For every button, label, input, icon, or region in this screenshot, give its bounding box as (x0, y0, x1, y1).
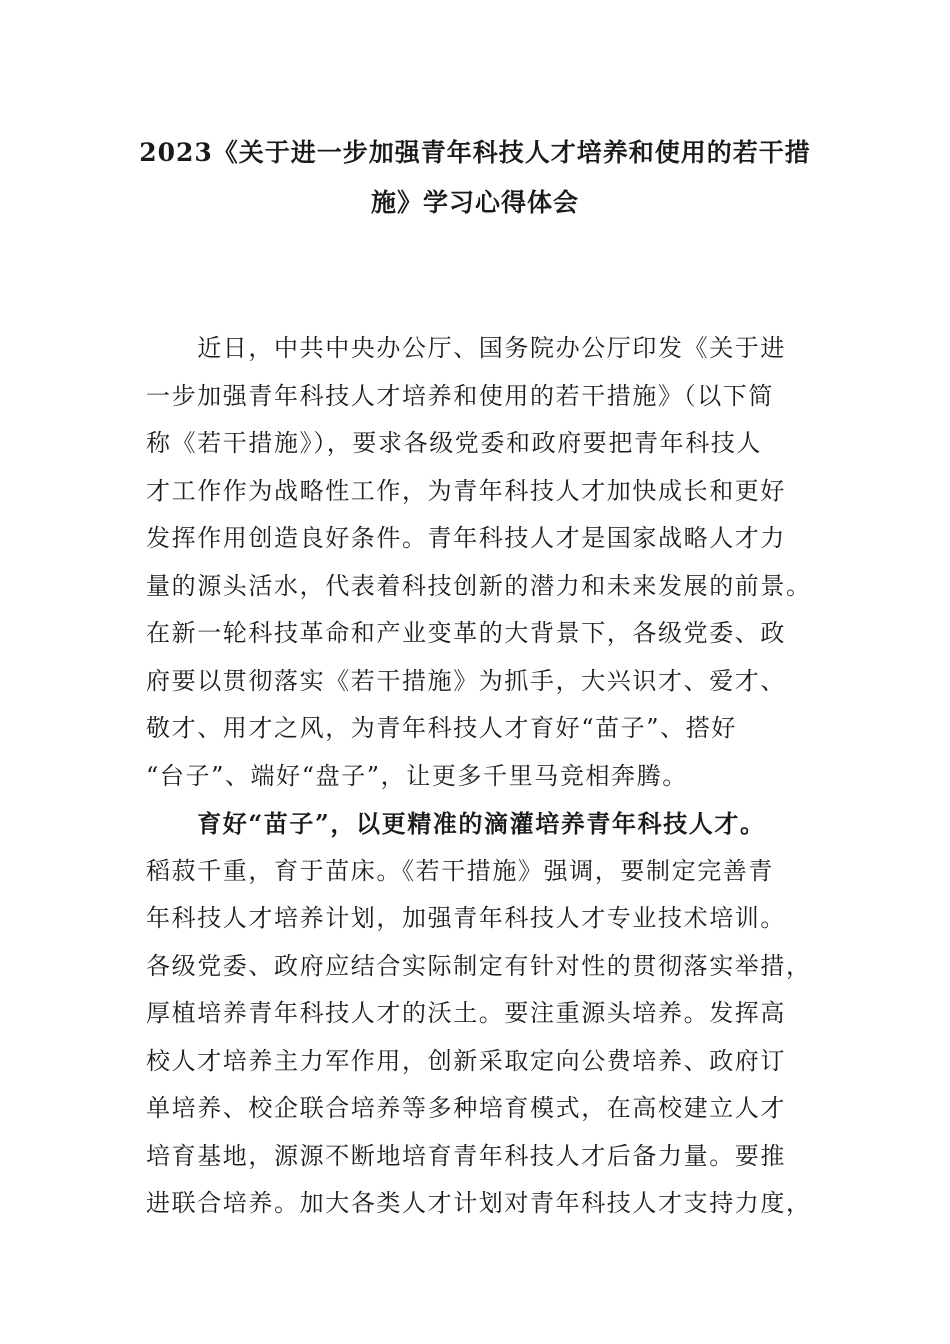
title-line: 2023《关于进一步加强青年科技人才培养和使用的若干措 (139, 138, 811, 167)
paragraph-line: 稻菽千重，育于苗床。《若干措施》强调，要制定完善青 (146, 856, 774, 885)
paragraph-line: 单培养、校企联合培养等多种培育模式，在高校建立人才 (146, 1094, 786, 1122)
paragraph-line: 培育基地，源源不断地培育青年科技人才后备力量。要推 (146, 1141, 786, 1170)
paragraph-line: 称《若干措施》），要求各级党委和政府要把青年科技人 (146, 429, 762, 457)
paragraph-line: 近日，中共中央办公厅、国务院办公厅印发《关于进 (146, 334, 786, 362)
paragraph-line: 厚植培养青年科技人才的沃土。要注重源头培养。发挥高 (146, 999, 786, 1027)
paragraph-line: 进联合培养。加大各类人才计划对青年科技人才支持力度， (146, 1189, 812, 1217)
paragraph-line: 校人才培养主力军作用，创新采取定向公费培养、政府订 (146, 1046, 786, 1075)
paragraph-line: 发挥作用创造良好条件。青年科技人才是国家战略人才力 (146, 524, 786, 552)
paragraph-line: 年科技人才培养计划，加强青年科技人才专业技术培训。 (146, 904, 786, 932)
paragraph-line: 各级党委、政府应结合实际制定有针对性的贯彻落实举措， (146, 951, 812, 980)
paragraph-line: 一步加强青年科技人才培养和使用的若干措施》（以下简 (146, 381, 774, 410)
document-title (110, 128, 840, 228)
title-line: 施》学习心得体会 (370, 188, 579, 217)
paragraph-line: 敬才、用才之风，为青年科技人才育好“苗子”、搭好 (146, 714, 737, 742)
paragraph-line: 才工作作为战略性工作，为青年科技人才加快成长和更好 (146, 476, 786, 505)
paragraph-line: 府要以贯彻落实《若干措施》为抓手，大兴识才、爱才、 (146, 666, 786, 695)
document-body (146, 325, 812, 1228)
section-heading-line: 育好“苗子”，以更精准的滴灌培养青年科技人才。 (146, 809, 766, 838)
paragraph-line: 量的源头活水，代表着科技创新的潜力和未来发展的前景。 (146, 571, 812, 600)
paragraph-line: “台子”、端好“盘子”，让更多千里马竞相奔腾。 (146, 761, 688, 790)
paragraph-line: 在新一轮科技革命和产业变革的大背景下，各级党委、政 (146, 619, 786, 647)
